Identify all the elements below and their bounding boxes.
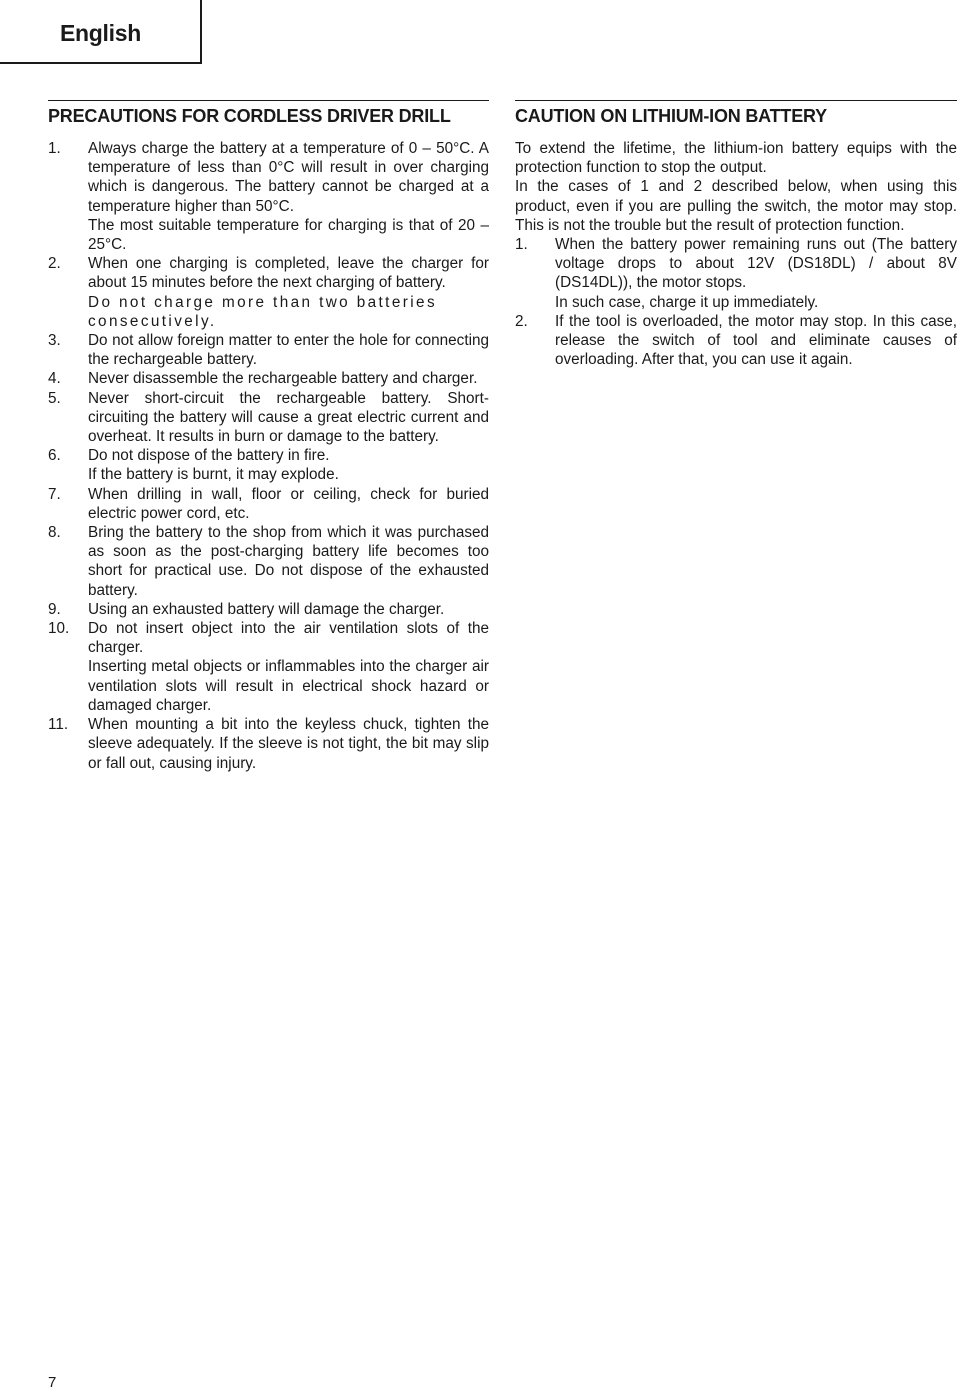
- item-number: 1.: [48, 140, 61, 157]
- item-number: 11.: [48, 716, 69, 734]
- precaution-item-7: [48, 485, 489, 523]
- precaution-item-2: [48, 254, 489, 331]
- item-text: Bring the battery to the shop from which it was purchased as soon as the post-charging battery life becomes too short for practical use. Do not dispose of the exhausted battery.: [88, 524, 489, 599]
- item-text: The most suitable temperature for charging is that of 20 – 25°C.: [88, 216, 489, 254]
- caution-item-2: [515, 312, 957, 370]
- precaution-item-9: [48, 600, 489, 619]
- item-text: Never short-circuit the rechargeable battery. Short-circuiting the battery will cause a great electric current and overheat. It results in burn or damage to the battery.: [88, 389, 489, 446]
- item-number: 2.: [515, 312, 528, 330]
- item-text: In such case, charge it up immediately.: [555, 293, 819, 311]
- item-text: When the battery power remaining runs out (The battery voltage drops to about 12V (DS18DL) / about 8V (DS14DL)), the motor stops.: [555, 236, 957, 292]
- precaution-item-1: [48, 139, 489, 254]
- item-text: Do not charge more than two batteries consecutively.: [88, 293, 437, 330]
- intro-paragraph: In the cases of 1 and 2 described below, when using this product, even if you are pulling the switch, the motor may stop. This is not the trouble but the result of protection function.: [515, 178, 957, 234]
- item-text: If the battery is burnt, it may explode.: [88, 466, 339, 484]
- item-text: When drilling in wall, floor or ceiling, check for buried electric power cord, etc.: [88, 485, 489, 522]
- item-text: When one charging is completed, leave the charger for about 15 minutes before the next charging of battery.: [88, 255, 489, 292]
- precaution-item-11: [48, 715, 489, 773]
- item-text: When mounting a bit into the keyless chuck, tighten the sleeve adequately. If the sleeve is not tight, the bit may slip or fall out, causing injury.: [88, 716, 489, 772]
- item-text: Do not insert object into the air ventilation slots of the charger.: [88, 620, 489, 657]
- item-number: 4.: [48, 370, 61, 388]
- lithium-caution-column: [515, 100, 957, 369]
- item-text: Always charge the battery at a temperature of 0 – 50°C. A temperature of less than 0°C will result in over charging which is dangerous. The battery cannot be charged at a temperature higher than 50°C.: [88, 140, 489, 215]
- precaution-item-3: [48, 331, 489, 369]
- item-number: 1.: [515, 236, 528, 254]
- item-text: Do not dispose of the battery in fire.: [88, 447, 330, 465]
- precautions-list: [48, 139, 489, 773]
- item-text: Do not allow foreign matter to enter the hole for connecting the rechargeable battery.: [88, 332, 489, 369]
- item-number: 6.: [48, 447, 61, 465]
- lithium-caution-title: CAUTION ON LITHIUM-ION BATTERY: [515, 100, 957, 127]
- item-text: Using an exhausted battery will damage the charger.: [88, 600, 445, 618]
- item-text: If the tool is overloaded, the motor may stop. In this case, release the switch of tool and eliminate causes of overloading. After that, you can use it again.: [555, 312, 957, 369]
- item-number: 10.: [48, 620, 70, 638]
- lithium-caution-list: [515, 235, 957, 369]
- item-text: Never disassemble the rechargeable battery and charger.: [88, 370, 478, 388]
- precaution-item-8: [48, 523, 489, 600]
- precaution-item-4: [48, 369, 489, 388]
- item-number: 5.: [48, 389, 61, 407]
- caution-item-1: [515, 235, 957, 312]
- precaution-item-5: [48, 389, 489, 447]
- item-number: 8.: [48, 524, 61, 542]
- intro-paragraph: To extend the lifetime, the lithium-ion battery equips with the protection function to stop the output.: [515, 140, 957, 177]
- page-number: 7: [48, 1374, 57, 1391]
- precaution-item-10: [48, 619, 489, 715]
- item-text: Inserting metal objects or inflammables into the charger air ventilation slots will result in electrical shock hazard or damaged charger.: [88, 658, 489, 714]
- item-number: 2.: [48, 255, 61, 273]
- item-number: 9.: [48, 600, 61, 618]
- precautions-column: [48, 100, 489, 773]
- item-number: 3.: [48, 332, 61, 350]
- language-label: English: [60, 20, 141, 46]
- precautions-title: PRECAUTIONS FOR CORDLESS DRIVER DRILL: [48, 100, 489, 127]
- language-tab: [0, 0, 202, 64]
- precaution-item-6: [48, 446, 489, 484]
- item-number: 7.: [48, 485, 61, 503]
